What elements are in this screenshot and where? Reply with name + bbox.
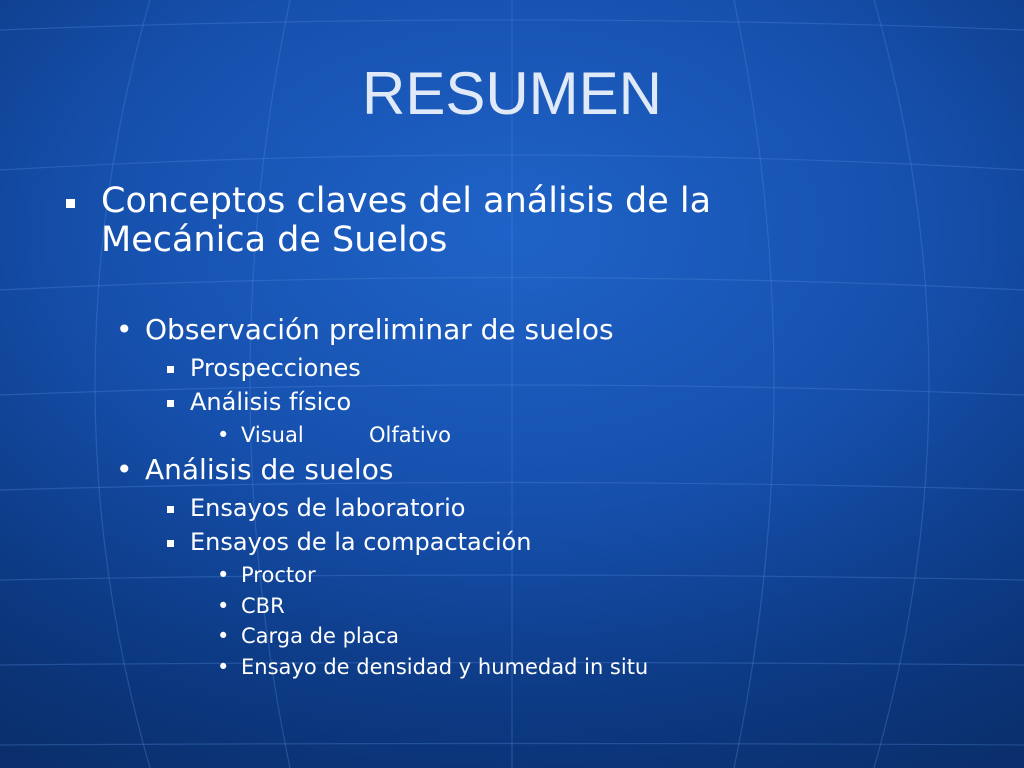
section2-item-ensayos-laboratorio: Ensayos de laboratorio — [190, 494, 466, 522]
section1-item-analisis-fisico: Análisis físico — [190, 388, 352, 416]
section1-item-prospecciones: Prospecciones — [190, 354, 361, 382]
section2-subitem-proctor: Proctor — [241, 563, 316, 587]
dot-bullet-icon: • — [116, 453, 133, 486]
square-bullet-icon — [167, 506, 174, 513]
slide-title: RESUMEN — [361, 60, 663, 127]
square-bullet-icon — [167, 540, 174, 547]
square-bullet-icon — [66, 199, 75, 208]
level1-text-line2: Mecánica de Suelos — [101, 220, 448, 260]
dot-bullet-icon: • — [217, 594, 230, 618]
section1-subitem-visual: Visual — [241, 423, 304, 447]
dot-bullet-icon: • — [217, 423, 230, 447]
dot-bullet-icon: • — [217, 624, 230, 648]
dot-bullet-icon: • — [217, 655, 230, 679]
section2-subitem-cbr: CBR — [241, 594, 285, 618]
section2-heading: Análisis de suelos — [145, 453, 394, 486]
section1-subitem-olfativo: Olfativo — [369, 423, 451, 447]
dot-bullet-icon: • — [116, 313, 133, 346]
section2-item-ensayos-compactacion: Ensayos de la compactación — [190, 528, 532, 556]
section2-subitem-densidad-humedad: Ensayo de densidad y humedad in situ — [241, 655, 649, 679]
section1-heading: Observación preliminar de suelos — [145, 313, 614, 346]
square-bullet-icon — [167, 400, 174, 407]
level1-text-line1: Conceptos claves del análisis de la — [101, 181, 712, 221]
section2-subitem-carga-placa: Carga de placa — [241, 624, 400, 648]
dot-bullet-icon: • — [217, 563, 230, 587]
square-bullet-icon — [167, 366, 174, 373]
